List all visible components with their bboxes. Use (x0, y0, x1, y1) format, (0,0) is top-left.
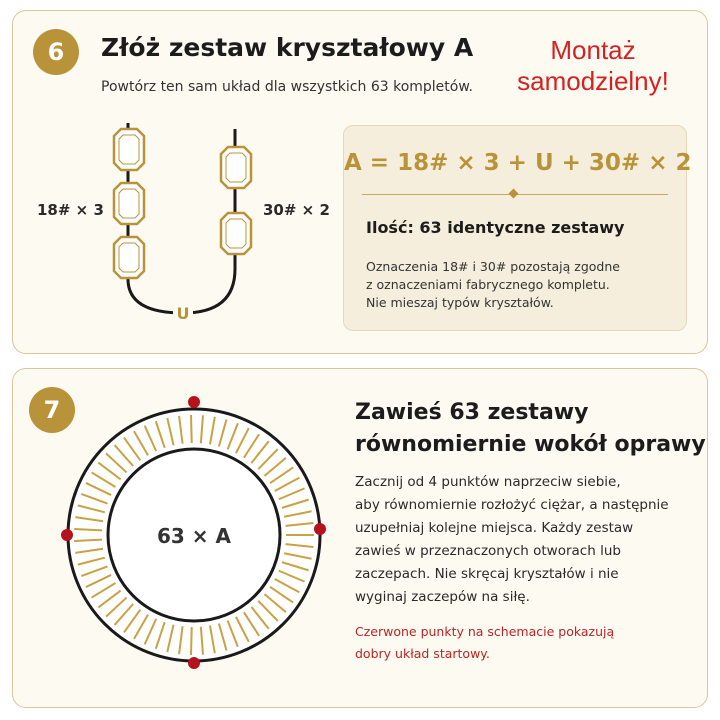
title-line-1: Zawieś 63 zestawy (355, 400, 589, 425)
instruction-line: zawieś w przeznaczonych otworach lub (355, 543, 621, 559)
crystal-30-2 (221, 213, 251, 254)
crystal-18-1 (114, 129, 144, 170)
note-line: Oznaczenia 18# i 30# pozostają zgodne (366, 259, 620, 274)
start-point-right (314, 523, 326, 535)
ring-center-label: 63 × A (157, 524, 231, 548)
formula: A = 18# × 3 + U + 30# × 2 (344, 150, 692, 176)
red-note-line: Czerwone punkty na schemacie pokazują (355, 624, 615, 639)
step-7-instructions (355, 471, 695, 609)
self-assembly-warning (493, 35, 693, 97)
divider-diamond-icon (509, 189, 519, 199)
instruction-line: uzupełniaj kolejne miejsca. Każdy zestaw (355, 520, 634, 536)
ring-diagram (13, 369, 343, 709)
left-chain-label: 18# × 3 (37, 201, 104, 219)
step-6-subtitle: Powtórz ten sam układ dla wszystkich 63 kompletów. (101, 79, 473, 95)
warning-line-2: samodzielny! (517, 66, 669, 96)
note-line: Nie mieszaj typów kryształów. (366, 295, 554, 310)
hook-tick (74, 529, 102, 530)
instruction-line: aby równomiernie rozłożyć ciężar, a następnie (355, 497, 669, 513)
start-point-bottom (188, 657, 200, 669)
step-number-badge: 6 (33, 29, 79, 75)
right-chain-label: 30# × 2 (263, 201, 330, 219)
start-points-note (355, 621, 695, 665)
instruction-line: wyginaj zaczepów na siłę. (355, 589, 530, 605)
red-note-line: dobry układ startowy. (355, 646, 490, 661)
title-line-2: równomiernie wokół oprawy (355, 432, 706, 457)
hook-tick (191, 627, 192, 655)
step-6-card (12, 10, 708, 354)
crystal-chain-diagram (13, 11, 343, 341)
step-7-title (355, 397, 706, 461)
u-connector-label: U (176, 304, 190, 323)
hook-tick (191, 415, 192, 443)
formula-note (366, 258, 676, 312)
crystal-30-1 (221, 147, 251, 188)
start-point-left (61, 529, 73, 541)
crystal-18-2 (114, 183, 144, 224)
step-number-badge: 7 (29, 387, 75, 433)
start-point-top (188, 396, 200, 408)
note-line: z oznaczeniami fabrycznego kompletu. (366, 277, 610, 292)
instruction-line: Zacznij od 4 punktów naprzeciw siebie, (355, 474, 621, 490)
quantity-label: Ilość: 63 identyczne zestawy (366, 218, 625, 237)
hook-tick (74, 540, 102, 541)
step-7-card (12, 368, 708, 708)
formula-box (343, 125, 692, 331)
step-6-title: Złóż zestaw kryształowy A (101, 33, 474, 62)
instruction-line: zaczepach. Nie skręcaj kryształów i nie (355, 566, 619, 582)
warning-line-1: Montaż (550, 35, 636, 65)
crystal-18-3 (114, 237, 144, 278)
